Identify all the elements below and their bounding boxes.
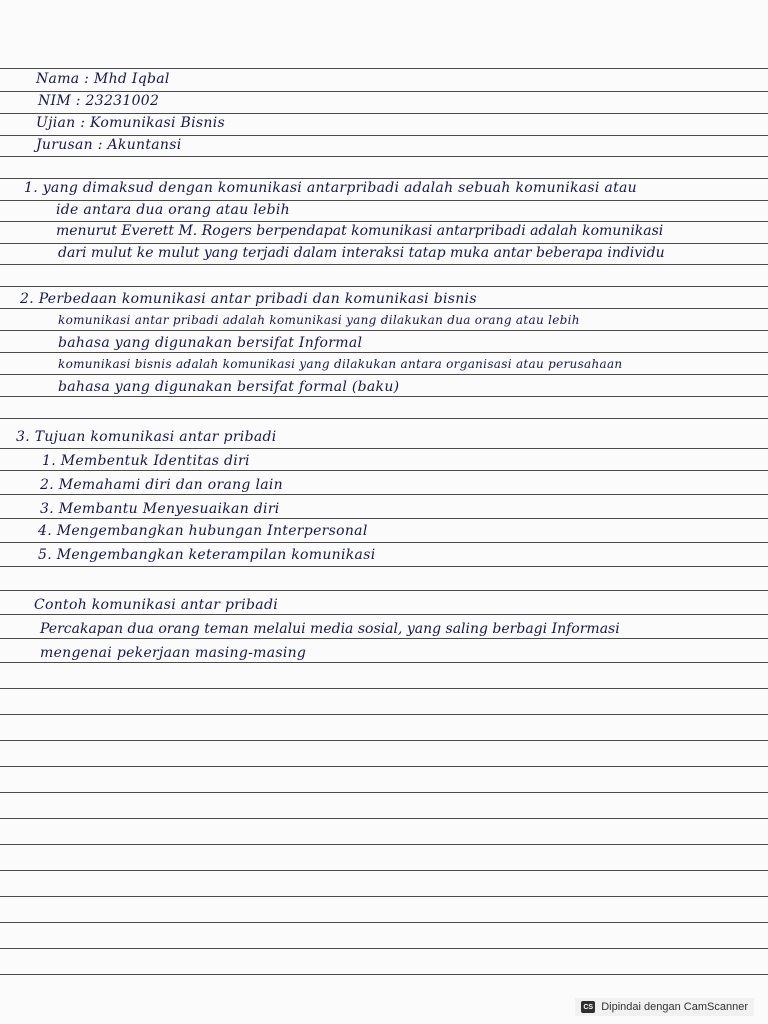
answer1-line1: 1. yang dimaksud dengan komunikasi antarpribadi adalah sebuah komunikasi atau	[24, 180, 637, 196]
answer3-item: 3. Membantu Menyesuaikan diri	[40, 501, 280, 517]
ruled-line	[0, 896, 768, 897]
ruled-line	[0, 396, 768, 397]
ruled-line	[0, 638, 768, 639]
ruled-line	[0, 264, 768, 265]
ruled-line	[0, 286, 768, 287]
ruled-line	[0, 178, 768, 179]
ruled-line	[0, 135, 768, 136]
camscanner-watermark	[575, 998, 754, 1016]
answer1-line4: dari mulut ke mulut yang terjadi dalam interaksi tatap muka antar beberapa individu	[58, 245, 665, 261]
answer3-item: 4. Mengembangkan hubungan Interpersonal	[38, 523, 368, 539]
answer2-line5: bahasa yang digunakan bersifat formal (baku)	[58, 379, 400, 395]
ruled-line	[0, 948, 768, 949]
answer1-line3: menurut Everett M. Rogers berpendapat komunikasi antarpribadi adalah komunikasi	[56, 223, 664, 239]
answer2-line3: bahasa yang digunakan bersifat Informal	[58, 335, 363, 351]
header-ujian: Ujian : Komunikasi Bisnis	[36, 115, 225, 131]
ruled-line	[0, 156, 768, 157]
header-jurusan: Jurusan : Akuntansi	[36, 137, 182, 153]
ruled-line	[0, 68, 768, 69]
ruled-line	[0, 766, 768, 767]
answer2-line2: komunikasi antar pribadi adalah komunikasi yang dilakukan dua orang atau lebih	[58, 313, 580, 327]
ruled-line	[0, 91, 768, 92]
ruled-line	[0, 870, 768, 871]
ruled-line	[0, 518, 768, 519]
header-nama: Nama : Mhd Iqbal	[36, 71, 170, 87]
ruled-line	[0, 494, 768, 495]
ruled-line	[0, 662, 768, 663]
ruled-line	[0, 113, 768, 114]
example-title: Contoh komunikasi antar pribadi	[34, 597, 278, 613]
answer3-item: 5. Mengembangkan keterampilan komunikasi	[38, 547, 376, 563]
ruled-line	[0, 614, 768, 615]
ruled-line	[0, 418, 768, 419]
ruled-line	[0, 243, 768, 244]
ruled-line	[0, 792, 768, 793]
ruled-line	[0, 714, 768, 715]
ruled-line	[0, 330, 768, 331]
example-line1: Percakapan dua orang teman melalui media sosial, yang saling berbagi Informasi	[40, 621, 620, 637]
ruled-line	[0, 221, 768, 222]
ruled-line	[0, 200, 768, 201]
example-line2: mengenai pekerjaan masing-masing	[40, 645, 307, 661]
ruled-line	[0, 922, 768, 923]
answer2-line1: 2. Perbedaan komunikasi antar pribadi dan komunikasi bisnis	[20, 291, 477, 307]
ruled-line	[0, 566, 768, 567]
ruled-line	[0, 740, 768, 741]
answer1-line2: ide antara dua orang atau lebih	[56, 202, 290, 218]
ruled-line	[0, 844, 768, 845]
answer3-item: 1. Membentuk Identitas diri	[42, 453, 250, 469]
ruled-line	[0, 352, 768, 353]
ruled-line	[0, 590, 768, 591]
ruled-line	[0, 688, 768, 689]
camscanner-text: Dipindai dengan CamScanner	[601, 1001, 748, 1013]
ruled-line	[0, 542, 768, 543]
ruled-line	[0, 448, 768, 449]
ruled-line	[0, 974, 768, 975]
camscanner-logo-icon: CS	[581, 1001, 595, 1013]
ruled-line	[0, 818, 768, 819]
ruled-line	[0, 374, 768, 375]
ruled-line	[0, 470, 768, 471]
header-nim: NIM : 23231002	[38, 93, 160, 109]
answer3-item: 2. Memahami diri dan orang lain	[40, 477, 283, 493]
ruled-line	[0, 308, 768, 309]
answer2-line4: komunikasi bisnis adalah komunikasi yang dilakukan antara organisasi atau perusahaan	[58, 357, 623, 371]
answer3-title: 3. Tujuan komunikasi antar pribadi	[16, 429, 277, 445]
